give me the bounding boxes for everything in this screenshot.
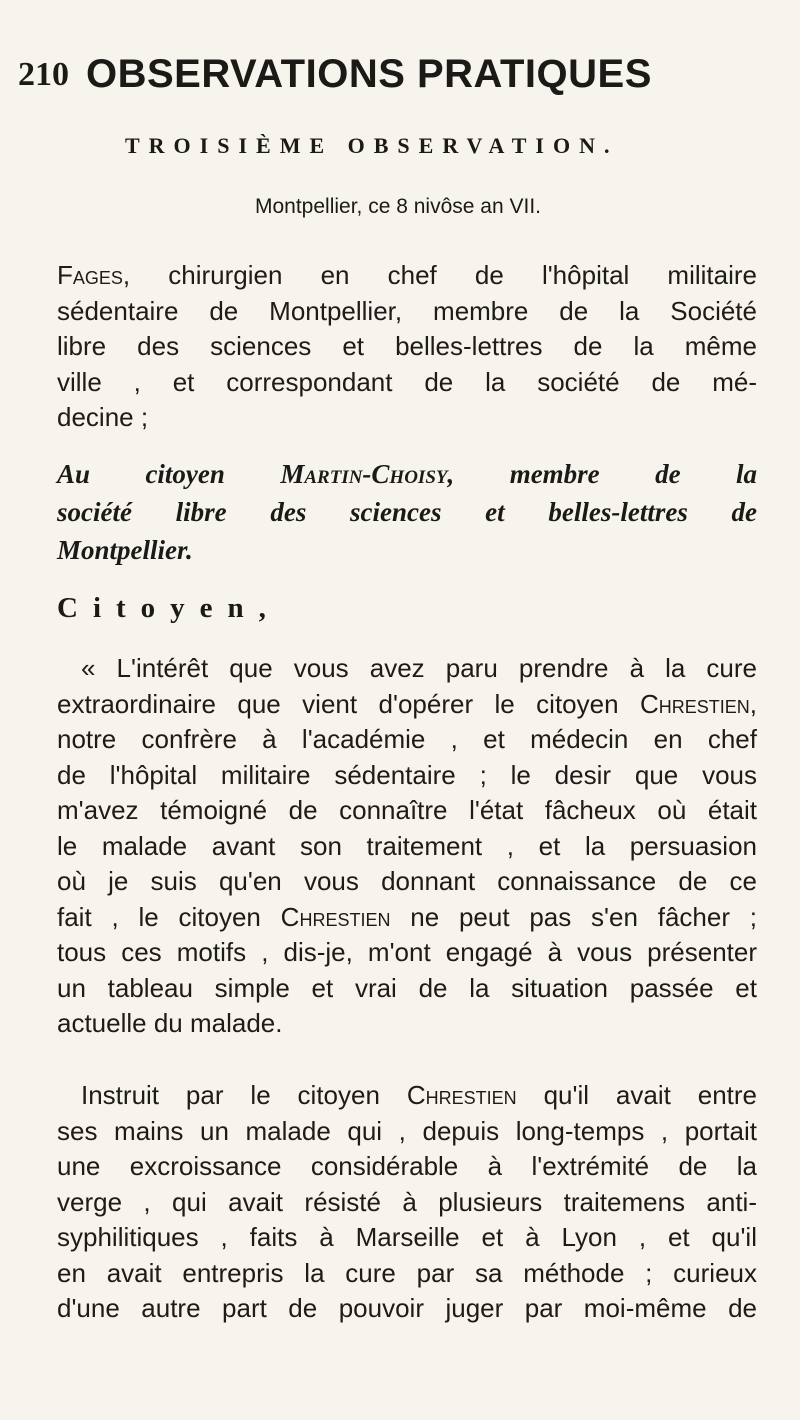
person-name: Chrestien xyxy=(280,901,391,932)
text-line: notre confrère à l'académie , et médecin en chef xyxy=(57,724,757,754)
text-line: le malade avant son traitement , et la persuasion xyxy=(57,830,757,861)
text-line: syphilitiques , faits à Marseille et à Lyon , et qu'il xyxy=(57,1222,757,1252)
text-line: ville , et correspondant de la société de mé- xyxy=(57,366,757,397)
text-line: m'avez témoigné de connaître l'état fâcheux où était xyxy=(57,795,757,825)
text-line: ses mains un malade qui , depuis long-temps , portait xyxy=(57,1115,757,1146)
text-line: où je suis qu'en vous donnant connaissance de ce xyxy=(57,866,757,896)
running-head xyxy=(18,52,758,112)
text-line: société libre des sciences et belles-lettres de xyxy=(57,497,757,527)
running-title: OBSERVATIONS PRATIQUES xyxy=(86,52,652,96)
text-line: Montpellier. xyxy=(57,535,193,565)
text-line: en avait entrepris la cure par sa méthode ; curieux xyxy=(57,1257,757,1288)
text-line: Au citoyen Martin-Choisy, membre de la xyxy=(57,459,758,489)
sender-paragraph xyxy=(57,258,757,436)
text-line: decine ; xyxy=(57,402,149,432)
text-line: Instruit par le citoyen Chrestien qu'il avait entre xyxy=(81,1080,757,1110)
letter-paragraph-2 xyxy=(57,1078,757,1327)
text-line: tous ces motifs , dis-je, m'ont engagé à vous présenter xyxy=(57,937,757,967)
salutation: Citoyen, xyxy=(57,592,281,624)
person-name: Chrestien xyxy=(406,1080,517,1110)
text-line: actuelle du malade. xyxy=(57,1008,283,1038)
sender-name: Fages xyxy=(57,260,123,290)
text-line: de l'hôpital militaire sédentaire ; le desir que vous xyxy=(57,759,757,790)
text-line: d'une autre part de pouvoir juger par moi-même de xyxy=(57,1293,757,1323)
text-line: verge , qui avait résisté à plusieurs traitemens anti- xyxy=(57,1186,757,1217)
text-line: fait , le citoyen Chrestien ne peut pas s'en fâcher ; xyxy=(57,901,757,932)
dateline: Montpellier, ce 8 nivôse an VII. xyxy=(255,195,541,218)
text-line: extraordinaire que vient d'opérer le citoyen Chrestien, xyxy=(57,688,757,719)
text-line: Fages, chirurgien en chef de l'hôpital militaire xyxy=(57,260,757,290)
text-line: un tableau simple et vrai de la situation passée et xyxy=(57,972,757,1003)
text-line: libre des sciences et belles-lettres de la même xyxy=(57,331,757,361)
text-line: « L'intérêt que vous avez paru prendre à la cure xyxy=(81,653,757,683)
text-line: sédentaire de Montpellier, membre de la Société xyxy=(57,295,757,326)
address-block xyxy=(57,455,757,569)
page-number: 210 xyxy=(18,56,69,93)
person-name: Chrestien xyxy=(639,688,750,719)
section-heading: TROISIÈME OBSERVATION. xyxy=(125,133,619,158)
letter-paragraph-1 xyxy=(57,651,757,1042)
text-line: une excroissance considérable à l'extrémité de la xyxy=(57,1151,757,1181)
addressee-name: Martin-Choisy xyxy=(280,459,448,489)
